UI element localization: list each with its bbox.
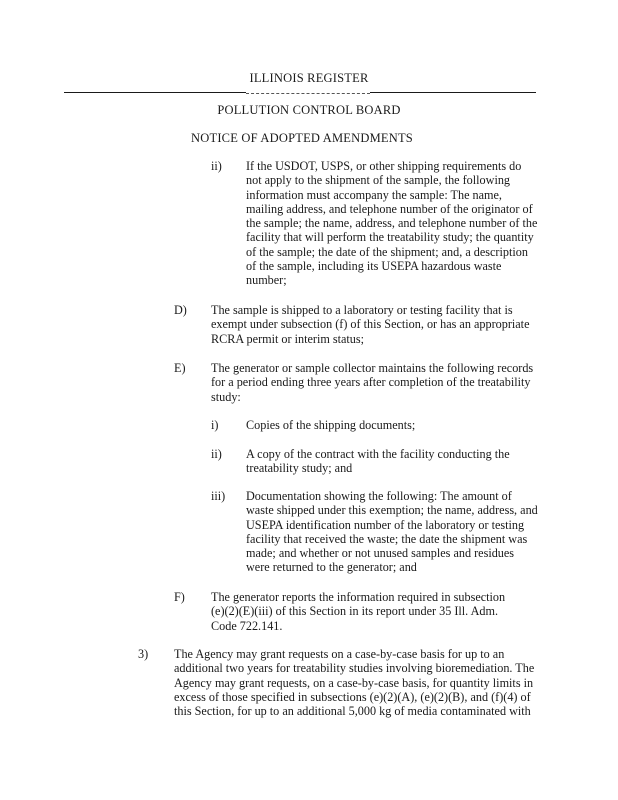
item-text: Copies of the shipping documents; [246,418,416,432]
item-label: i) [211,418,219,432]
item-label: ii) [211,447,222,461]
item-label: 3) [138,647,149,661]
notice-title: NOTICE OF ADOPTED AMENDMENTS [191,131,413,145]
header-rule-middle [246,93,370,94]
item-label: F) [174,590,185,604]
item-text: The sample is shipped to a laboratory or testing facility that is exempt under subsection (f) of this Section, or has an appropriate RCRA permit or interim status; [211,303,530,346]
item-label: iii) [211,489,226,503]
item-text: If the USDOT, USPS, or other shipping requirements do not apply to the shipment of the sample, the following information must accompany the sample: The name, mailing address, and telephone number of the originator of the sample; the name, address, and telephone number of the facility that will perform the treatability study; the quantity of the sample; the date of the shipment; and, a description of the sample, including its USEPA hazardous waste number; [246,159,538,288]
item-text: A copy of the contract with the facility conducting the treatability study; and [246,447,510,476]
item-e-i-shipping-documents [0,418,618,434]
register-title: ILLINOIS REGISTER [249,71,369,85]
item-label: E) [174,361,186,375]
item-3-agency-requests [0,647,618,737]
item-f-reports [0,590,618,636]
header-rule-left [64,92,246,93]
item-d-sample-shipped [0,303,618,349]
item-text: The Agency may grant requests on a case-by-case basis for up to an additional two years for treatability studies involving bioremediation. The Agency may grant requests, on a case-by-case basis, for quantity limits in excess of those specified in subsections (e)(2)(A), (e)(2)(B), and (f)(4) of this Section, for up to an additional 5,000 kg of media contaminated with [174,647,535,719]
header-rule-right [370,92,536,93]
item-e-iii-documentation [0,489,618,579]
item-text: The generator or sample collector maintains the following records for a period ending three years after completion of the treatability study: [211,361,534,404]
item-e-records [0,361,618,407]
item-label: D) [174,303,187,317]
agency-title: POLLUTION CONTROL BOARD [217,103,401,117]
item-label: ii) [211,159,222,173]
item-text: The generator reports the information required in subsection (e)(2)(E)(iii) of this Section in its report under 35 Ill. Adm. Code 722.141. [211,590,506,633]
item-e-ii-contract [0,447,618,477]
item-ii-shipping-info [0,159,618,289]
item-text: Documentation showing the following: The amount of waste shipped under this exemption; the name, address, and USEPA identification number of the laboratory or testing facility that received the waste; the date the shipment was made; and whether or not unused samples and residues were returned to the generator; and [246,489,538,575]
